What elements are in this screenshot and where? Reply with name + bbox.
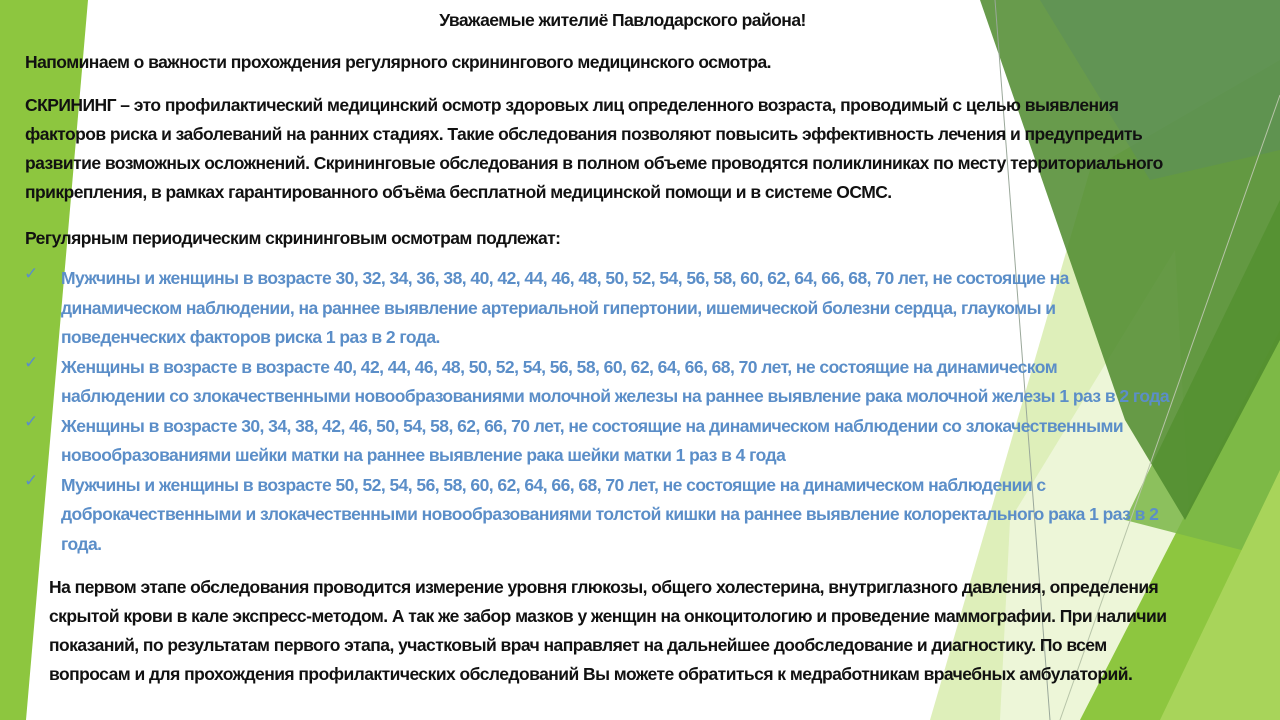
bullet-3-line-2: новообразованиями шейки матки на раннее выявление рака шейки матки 1 раз в 4 года [61,445,786,465]
bullet-3-line-1: Женщины в возрасте 30, 34, 38, 42, 46, 50, 54, 58, 62, 66, 70 лет, не состоящие на динамическом наблюдении со злокачественными [61,416,1124,436]
checkmark-icon: ✓ [24,412,39,432]
final-line-4: вопросам и для прохождения профилактических обследований Вы можете обратиться к медработникам врачебных амбулаторий. [49,664,1133,684]
bullet-2-line-1: Женщины в возрасте в возрасте 40, 42, 44, 46, 48, 50, 52, 54, 56, 58, 60, 62, 64, 66, 68, 70 лет, не состоящие на динамическом [61,357,1058,377]
bullet-1-line-1: Мужчины и женщины в возрасте 30, 32, 34, 36, 38, 40, 42, 44, 46, 48, 50, 52, 54, 56, 58, 60, 62, 64, 66, 68, 70 лет, не состоящие на [61,268,1069,288]
definition-line-1: СКРИНИНГ – это профилактический медицинский осмотр здоровых лиц определенного возраста, проводимый с целью выявления [25,95,1119,115]
bullet-2-line-2: наблюдении со злокачественными новообразованиями молочной железы на раннее выявление рака молочной железы 1 раз в 2 года [61,386,1170,406]
bullet-1-line-2: динамическом наблюдении, на раннее выявление артериальной гипертонии, ишемической болезни сердца, глаукомы и [61,298,1056,318]
reminder-text: Напоминаем о важности прохождения регулярного скринингового медицинского осмотра. [25,52,771,72]
bullet-4-line-2: доброкачественными и злокачественными новообразованиями толстой кишки на раннее выявление колоректального рака 1 раз в 2 [61,504,1159,524]
final-line-3: показаний, по результатам первого этапа, участковый врач направляет на дальнейшее дообследование и диагностику. По всем [49,635,1107,655]
checkmark-icon: ✓ [24,264,39,284]
bullet-4-line-3: года. [61,534,102,554]
checkmark-icon: ✓ [24,353,39,373]
page-title: Уважаемые жителиё Павлодарского района! [439,10,806,30]
checkmark-icon: ✓ [24,471,39,491]
subject-heading: Регулярным периодическим скрининговым осмотрам подлежат: [25,228,561,248]
bullet-1-line-3: поведенческих факторов риска 1 раз в 2 года. [61,327,440,347]
final-line-2: скрытой крови в кале экспресс-методом. А так же забор мазков у женщин на онкоцитологию и проведение маммографии. При наличии [49,606,1167,626]
final-line-1: На первом этапе обследования проводится измерение уровня глюкозы, общего холестерина, внутриглазного давления, определения [49,577,1159,597]
bullet-4-line-1: Мужчины и женщины в возрасте 50, 52, 54, 56, 58, 60, 62, 64, 66, 68, 70 лет, не состоящие на динамическом наблюдении с [61,475,1046,495]
definition-line-2: факторов риска и заболеваний на ранних стадиях. Такие обследования позволяют повысить эффективность лечения и предупредить [25,124,1143,144]
definition-line-4: прикрепления, в рамках гарантированного объёма бесплатной медицинской помощи и в системе ОСМС. [25,182,892,202]
definition-line-3: развитие возможных осложнений. Скрининговые обследования в полном объеме проводятся поликлиниках по месту территориального [25,153,1163,173]
